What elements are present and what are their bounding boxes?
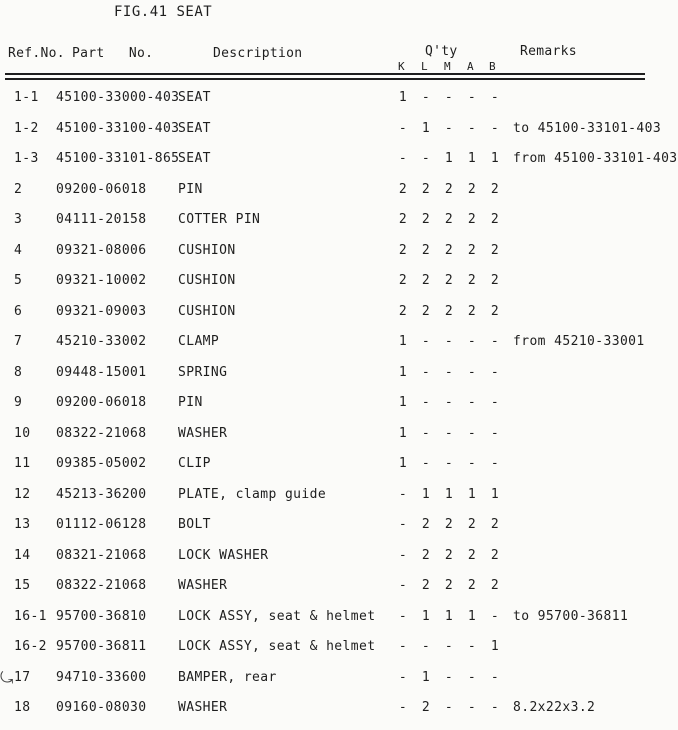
header-qty-columns bbox=[0, 60, 678, 74]
handwritten-mark: ⤿ bbox=[0, 668, 14, 687]
qty-cell: 1 bbox=[421, 486, 431, 502]
qty-cell: 2 bbox=[444, 181, 454, 197]
qty-cell: - bbox=[398, 639, 408, 654]
description-cell: BOLT bbox=[178, 517, 211, 532]
qty-cell: 2 bbox=[490, 181, 500, 197]
qty-cell: - bbox=[444, 395, 454, 410]
table-row bbox=[0, 121, 678, 151]
qty-cell: 1 bbox=[421, 669, 431, 685]
qty-cell: 2 bbox=[467, 547, 477, 563]
part-no-cell: 45100-33100-403 bbox=[56, 120, 180, 136]
qty-cell: 2 bbox=[444, 303, 454, 319]
part-no-cell: 09321-09003 bbox=[56, 303, 147, 319]
qty-cell: - bbox=[467, 425, 477, 441]
ref-no-cell: 11 bbox=[14, 456, 31, 471]
qty-cell: 2 bbox=[490, 517, 500, 532]
part-no-cell: 45100-33101-865 bbox=[56, 151, 180, 166]
remarks-cell: to 45100-33101-403 bbox=[513, 120, 662, 136]
description-cell: PLATE, clamp guide bbox=[178, 486, 327, 502]
table-row bbox=[0, 273, 678, 303]
ref-no-cell: 18 bbox=[14, 700, 31, 715]
table-row bbox=[0, 243, 678, 273]
qty-col-l: L bbox=[421, 60, 428, 73]
part-no-cell: 45213-36200 bbox=[56, 486, 147, 502]
qty-cell: - bbox=[467, 364, 477, 380]
qty-cell: 2 bbox=[421, 242, 431, 258]
qty-cell: - bbox=[421, 151, 431, 166]
description-cell: CUSHION bbox=[178, 303, 236, 319]
qty-cell: - bbox=[490, 364, 500, 380]
description-cell: PIN bbox=[178, 395, 203, 410]
qty-cell: - bbox=[444, 700, 454, 715]
qty-cell: 1 bbox=[398, 395, 408, 410]
remarks-cell: 8.2x22x3.2 bbox=[513, 700, 596, 715]
qty-cell: 1 bbox=[421, 120, 431, 136]
qty-cell: 2 bbox=[444, 578, 454, 593]
qty-cell: - bbox=[444, 120, 454, 136]
qty-cell: 2 bbox=[398, 181, 408, 197]
description-cell: SEAT bbox=[178, 120, 211, 136]
qty-cell: - bbox=[398, 608, 408, 624]
qty-cell: - bbox=[467, 669, 477, 685]
part-no-cell: 95700-36811 bbox=[56, 639, 147, 654]
table-row bbox=[0, 395, 678, 425]
qty-cell: - bbox=[421, 364, 431, 380]
qty-cell: - bbox=[444, 334, 454, 349]
qty-cell: 1 bbox=[444, 151, 454, 166]
qty-cell: 2 bbox=[444, 517, 454, 532]
qty-cell: 2 bbox=[490, 547, 500, 563]
qty-cell: - bbox=[444, 669, 454, 685]
qty-cell: 2 bbox=[444, 547, 454, 563]
ref-no-cell: 1-2 bbox=[14, 120, 39, 136]
ref-no-cell: 8 bbox=[14, 364, 23, 380]
description-cell: SEAT bbox=[178, 90, 211, 105]
remarks-cell: from 45100-33101-403 bbox=[513, 151, 678, 166]
qty-cell: 2 bbox=[421, 700, 431, 715]
part-no-cell: 45100-33000-403 bbox=[56, 90, 180, 105]
qty-cell: 2 bbox=[421, 212, 431, 227]
part-no-cell: 04111-20158 bbox=[56, 212, 147, 227]
ref-no-cell: 1-3 bbox=[14, 151, 39, 166]
table-row bbox=[0, 548, 678, 578]
table-row bbox=[0, 609, 678, 639]
qty-cell: - bbox=[490, 395, 500, 410]
qty-cell: 2 bbox=[467, 303, 477, 319]
table-row bbox=[0, 151, 678, 181]
qty-cell: - bbox=[444, 90, 454, 105]
part-no-cell: 09200-06018 bbox=[56, 181, 147, 197]
qty-cell: - bbox=[444, 425, 454, 441]
description-cell: WASHER bbox=[178, 700, 228, 715]
qty-cell: 1 bbox=[467, 608, 477, 624]
qty-cell: 2 bbox=[490, 303, 500, 319]
qty-cell: 2 bbox=[444, 273, 454, 288]
description-cell: CUSHION bbox=[178, 273, 236, 288]
qty-cell: 2 bbox=[398, 242, 408, 258]
description-cell: SPRING bbox=[178, 364, 228, 380]
qty-cell: - bbox=[398, 486, 408, 502]
qty-cell: 2 bbox=[421, 517, 431, 532]
ref-no-cell: 9 bbox=[14, 395, 23, 410]
part-no-cell: 08322-21068 bbox=[56, 425, 147, 441]
qty-cell: 2 bbox=[490, 273, 500, 288]
qty-col-m: M bbox=[444, 60, 451, 73]
ref-no-cell: 12 bbox=[14, 486, 31, 502]
qty-cell: 2 bbox=[421, 578, 431, 593]
table-row bbox=[0, 212, 678, 242]
qty-cell: - bbox=[444, 456, 454, 471]
qty-cell: - bbox=[467, 639, 477, 654]
qty-cell: - bbox=[467, 700, 477, 715]
ref-no-cell: 3 bbox=[14, 212, 23, 227]
description-cell: CLIP bbox=[178, 456, 211, 471]
table-row bbox=[0, 365, 678, 395]
qty-col-b: B bbox=[489, 60, 496, 73]
qty-cell: - bbox=[398, 120, 408, 136]
description-cell: LOCK ASSY, seat & helmet bbox=[178, 608, 376, 624]
part-no-cell: 08321-21068 bbox=[56, 547, 147, 563]
header-part-no: Part No. bbox=[72, 46, 154, 61]
description-cell: CUSHION bbox=[178, 242, 236, 258]
qty-cell: - bbox=[490, 120, 500, 136]
qty-cell: 2 bbox=[421, 547, 431, 563]
qty-cell: 2 bbox=[444, 212, 454, 227]
qty-cell: 2 bbox=[421, 181, 431, 197]
qty-cell: 2 bbox=[490, 242, 500, 258]
part-no-cell: 09448-15001 bbox=[56, 364, 147, 380]
description-cell: CLAMP bbox=[178, 334, 220, 349]
qty-cell: 1 bbox=[490, 151, 500, 166]
part-no-cell: 09385-05002 bbox=[56, 456, 147, 471]
description-cell: LOCK ASSY, seat & helmet bbox=[178, 639, 376, 654]
qty-cell: - bbox=[421, 395, 431, 410]
header-remarks: Remarks bbox=[520, 44, 577, 59]
qty-cell: 2 bbox=[467, 517, 477, 532]
qty-cell: - bbox=[444, 639, 454, 654]
qty-cell: - bbox=[490, 669, 500, 685]
qty-cell: - bbox=[398, 151, 408, 166]
description-cell: WASHER bbox=[178, 578, 228, 593]
qty-cell: - bbox=[490, 334, 500, 349]
header-qty: Q'ty bbox=[425, 44, 458, 59]
qty-cell: - bbox=[421, 90, 431, 105]
ref-no-cell: 17 bbox=[14, 669, 31, 685]
qty-cell: 2 bbox=[467, 578, 477, 593]
ref-no-cell: 14 bbox=[14, 547, 31, 563]
qty-cell: 1 bbox=[467, 486, 477, 502]
qty-cell: 2 bbox=[490, 578, 500, 593]
qty-cell: - bbox=[467, 456, 477, 471]
qty-cell: 1 bbox=[398, 90, 408, 105]
qty-cell: 2 bbox=[398, 212, 408, 227]
header-description: Description bbox=[213, 46, 303, 61]
qty-cell: 1 bbox=[421, 608, 431, 624]
qty-col-a: A bbox=[467, 60, 474, 73]
qty-cell: 1 bbox=[444, 608, 454, 624]
qty-cell: - bbox=[490, 608, 500, 624]
qty-cell: - bbox=[398, 700, 408, 715]
ref-no-cell: 16-1 bbox=[14, 608, 47, 624]
ref-no-cell: 16-2 bbox=[14, 639, 47, 654]
header-rule-top bbox=[5, 73, 645, 75]
qty-cell: - bbox=[421, 456, 431, 471]
ref-no-cell: 7 bbox=[14, 334, 23, 349]
qty-cell: 2 bbox=[467, 212, 477, 227]
part-no-cell: 94710-33600 bbox=[56, 669, 147, 685]
qty-cell: - bbox=[490, 90, 500, 105]
qty-cell: 2 bbox=[421, 303, 431, 319]
qty-cell: 1 bbox=[398, 425, 408, 441]
qty-cell: - bbox=[467, 334, 477, 349]
table-row bbox=[0, 670, 678, 700]
table-row bbox=[0, 90, 678, 120]
remarks-cell: to 95700-36811 bbox=[513, 608, 629, 624]
qty-cell: 2 bbox=[444, 242, 454, 258]
qty-cell: 2 bbox=[421, 273, 431, 288]
part-no-cell: 45210-33002 bbox=[56, 334, 147, 349]
table-row bbox=[0, 700, 678, 730]
qty-cell: 1 bbox=[398, 364, 408, 380]
qty-cell: 1 bbox=[444, 486, 454, 502]
table-row bbox=[0, 426, 678, 456]
qty-cell: 2 bbox=[467, 242, 477, 258]
qty-cell: - bbox=[490, 425, 500, 441]
remarks-cell: from 45210-33001 bbox=[513, 334, 645, 349]
table-row bbox=[0, 304, 678, 334]
qty-cell: 1 bbox=[467, 151, 477, 166]
table-row bbox=[0, 456, 678, 486]
qty-cell: 1 bbox=[490, 639, 500, 654]
qty-cell: - bbox=[398, 547, 408, 563]
table-row bbox=[0, 639, 678, 669]
ref-no-cell: 4 bbox=[14, 242, 23, 258]
qty-cell: - bbox=[421, 639, 431, 654]
part-no-cell: 09200-06018 bbox=[56, 395, 147, 410]
ref-no-cell: 15 bbox=[14, 578, 31, 593]
qty-col-k: K bbox=[398, 60, 405, 73]
description-cell: PIN bbox=[178, 181, 203, 197]
qty-cell: - bbox=[444, 364, 454, 380]
header-ref-no: Ref.No. bbox=[8, 46, 65, 61]
description-cell: SEAT bbox=[178, 151, 211, 166]
qty-cell: - bbox=[490, 456, 500, 471]
qty-cell: - bbox=[467, 120, 477, 136]
part-no-cell: 95700-36810 bbox=[56, 608, 147, 624]
table-row bbox=[0, 487, 678, 517]
ref-no-cell: 13 bbox=[14, 517, 31, 532]
description-cell: LOCK WASHER bbox=[178, 547, 269, 563]
table-row bbox=[0, 517, 678, 547]
part-no-cell: 01112-06128 bbox=[56, 517, 147, 532]
qty-cell: - bbox=[398, 578, 408, 593]
ref-no-cell: 10 bbox=[14, 425, 31, 441]
qty-cell: 2 bbox=[398, 303, 408, 319]
qty-cell: 2 bbox=[490, 212, 500, 227]
part-no-cell: 08322-21068 bbox=[56, 578, 147, 593]
ref-no-cell: 6 bbox=[14, 303, 23, 319]
part-no-cell: 09321-10002 bbox=[56, 273, 147, 288]
table-row bbox=[0, 334, 678, 364]
part-no-cell: 09321-08006 bbox=[56, 242, 147, 258]
table-row bbox=[0, 182, 678, 212]
qty-cell: 1 bbox=[398, 334, 408, 349]
qty-cell: 1 bbox=[490, 486, 500, 502]
qty-cell: - bbox=[467, 90, 477, 105]
figure-title: FIG.41 SEAT bbox=[114, 4, 213, 20]
ref-no-cell: 1-1 bbox=[14, 90, 39, 105]
qty-cell: 2 bbox=[398, 273, 408, 288]
qty-cell: - bbox=[398, 517, 408, 532]
description-cell: COTTER PIN bbox=[178, 212, 261, 227]
description-cell: WASHER bbox=[178, 425, 228, 441]
qty-cell: 2 bbox=[467, 181, 477, 197]
qty-cell: 2 bbox=[467, 273, 477, 288]
header-rule-bottom bbox=[5, 78, 645, 80]
qty-cell: - bbox=[398, 669, 408, 685]
table-row bbox=[0, 578, 678, 608]
part-no-cell: 09160-08030 bbox=[56, 700, 147, 715]
description-cell: BAMPER, rear bbox=[178, 669, 277, 685]
qty-cell: 1 bbox=[398, 456, 408, 471]
qty-cell: - bbox=[421, 425, 431, 441]
qty-cell: - bbox=[467, 395, 477, 410]
qty-cell: - bbox=[490, 700, 500, 715]
qty-cell: - bbox=[421, 334, 431, 349]
ref-no-cell: 2 bbox=[14, 181, 23, 197]
ref-no-cell: 5 bbox=[14, 273, 23, 288]
